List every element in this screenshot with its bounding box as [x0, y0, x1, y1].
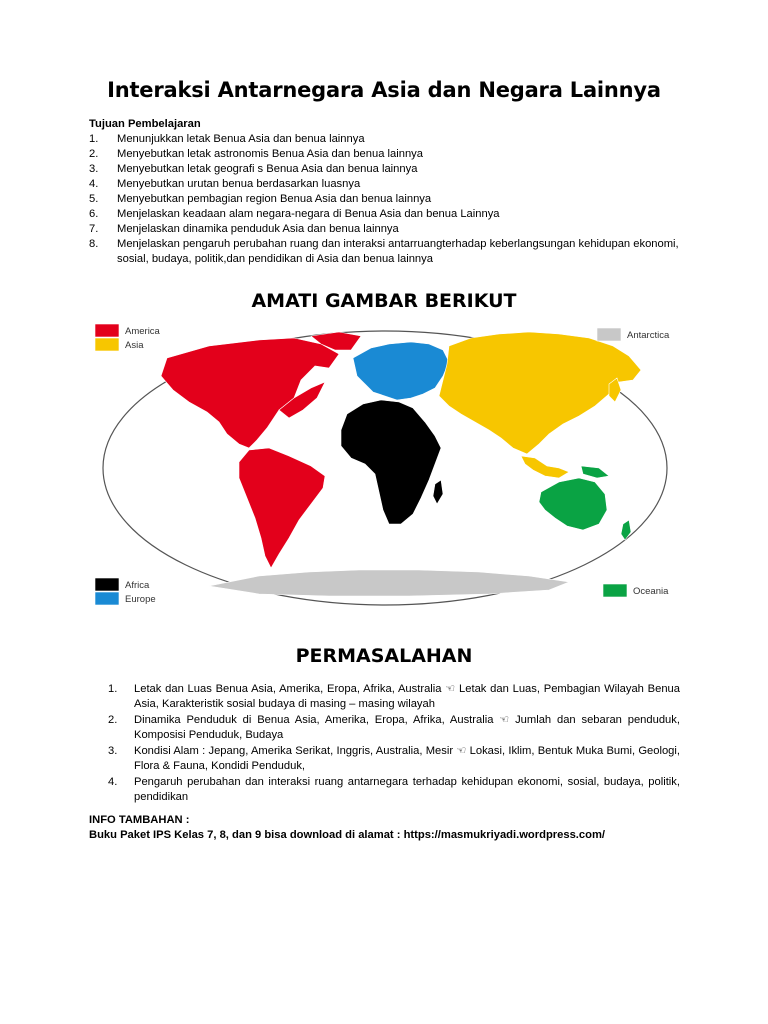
page-title: Interaksi Antarnegara Asia dan Negara Lainnya: [107, 78, 661, 102]
problem-text: Letak dan Luas Benua Asia, Amerika, Eropa, Afrika, Australia ☜ Letak dan Luas, Pembagian Wilayah Benua Asia, Karakteristik sosial budaya di masing – masing wilayah: [134, 683, 680, 710]
legend-swatch-america: [95, 324, 119, 337]
objective-item: [89, 147, 689, 162]
objective-number: 5.: [89, 193, 99, 205]
objective-number: 1.: [89, 133, 99, 145]
objective-number: 7.: [89, 223, 99, 235]
legend-label-antarctica: Antarctica: [627, 330, 670, 341]
objective-text: Menjelaskan keadaan alam negara-negara di Benua Asia dan benua Lainnya: [117, 208, 500, 220]
legend-swatch-oceania: [603, 584, 627, 597]
problems-heading: PERMASALAHAN: [295, 645, 473, 667]
legend-label-oceania: Oceania: [633, 586, 669, 597]
objective-item: [89, 177, 689, 192]
problem-number: 2.: [108, 714, 118, 726]
problem-text: Kondisi Alam : Jepang, Amerika Serikat, Inggris, Australia, Mesir ☜ Lokasi, Iklim, Bentuk Muka Bumi, Geologi, Flora & Fauna, Kondidi Penduduk,: [134, 745, 680, 772]
problem-item: [108, 744, 680, 774]
objective-item: [89, 132, 689, 147]
legend-swatch-africa: [95, 578, 119, 591]
problem-item: [108, 682, 680, 712]
objective-text: Menyebutkan urutan benua berdasarkan luasnya: [117, 178, 361, 190]
additional-info: [89, 813, 709, 843]
objective-number: 4.: [89, 178, 99, 190]
problem-number: 1.: [108, 683, 118, 695]
objective-number: 8.: [89, 238, 99, 250]
world-continents-map: [89, 318, 679, 608]
problems-list: [108, 682, 680, 806]
objective-item: [89, 192, 689, 207]
objective-number: 2.: [89, 148, 99, 160]
objective-item: [89, 222, 689, 237]
problem-text: Pengaruh perubahan dan interaksi ruang antarnegara terhadap kehidupan ekonomi, sosial, budaya, politik, pendidikan: [134, 776, 680, 803]
objective-item: [89, 207, 689, 222]
legend-swatch-antarctica: [597, 328, 621, 341]
objective-item: [89, 162, 689, 177]
problem-item: [108, 713, 680, 743]
objective-number: 6.: [89, 208, 99, 220]
problem-number: 3.: [108, 745, 118, 757]
legend-swatch-europe: [95, 592, 119, 605]
objective-text: Menunjukkan letak Benua Asia dan benua lainnya: [117, 133, 365, 145]
world-map-svg: [89, 318, 679, 608]
observe-heading: AMATI GAMBAR BERIKUT: [251, 290, 517, 312]
learning-objectives: [89, 117, 689, 267]
objective-text: Menjelaskan dinamika penduduk Asia dan benua lainnya: [117, 223, 399, 235]
objective-number: 3.: [89, 163, 99, 175]
legend-label-asia: Asia: [125, 340, 144, 351]
legend-swatch-asia: [95, 338, 119, 351]
legend-label-africa: Africa: [125, 580, 150, 591]
legend-label-america: America: [125, 326, 160, 337]
problem-item: [108, 775, 680, 805]
objectives-heading: Tujuan Pembelajaran: [89, 118, 201, 130]
problem-text: Dinamika Penduduk di Benua Asia, Amerika, Eropa, Afrika, Australia ☜ Jumlah dan sebaran penduduk, Komposisi Penduduk, Budaya: [134, 714, 680, 741]
objective-text: Menyebutkan letak geografi s Benua Asia dan benua lainnya: [117, 163, 418, 175]
info-heading: INFO TAMBAHAN :: [89, 814, 190, 826]
objective-item: [89, 237, 689, 267]
problem-number: 4.: [108, 776, 118, 788]
info-text: Buku Paket IPS Kelas 7, 8, dan 9 bisa download di alamat : https://masmukriyadi.wordpress.com/: [89, 829, 606, 841]
objective-text: Menjelaskan pengaruh perubahan ruang dan interaksi antarruangterhadap keberlangsungan kehidupan ekonomi, sosial, budaya, politik,dan pendidikan di Asia dan benua lainnya: [117, 238, 679, 265]
objective-text: Menyebutkan pembagian region Benua Asia dan benua lainnya: [117, 193, 432, 205]
objective-text: Menyebutkan letak astronomis Benua Asia dan benua lainnya: [117, 148, 423, 160]
legend-label-europe: Europe: [125, 594, 156, 605]
